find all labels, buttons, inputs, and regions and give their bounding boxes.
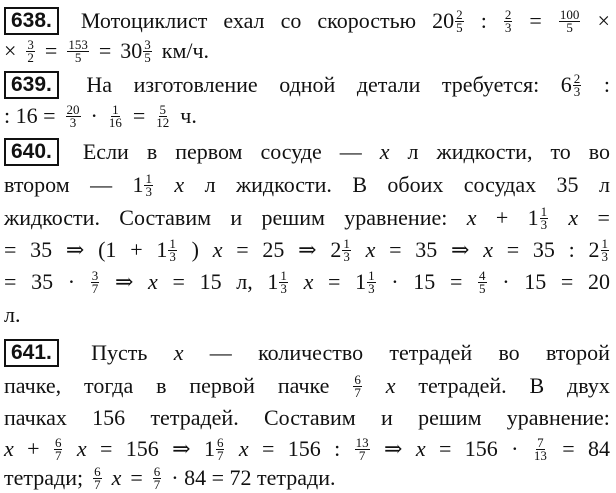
fraction-denominator: 16 [108,114,122,130]
word: тогда [84,373,134,398]
mixed-number [561,70,583,100]
word: и [230,205,243,230]
text-fragment: ч. [180,103,197,128]
fraction-denominator: 7 [153,476,161,492]
word: = [328,269,341,294]
word: сосудах [463,172,537,197]
word: тетрадей. [418,373,507,398]
mixed-whole: 1 [156,237,168,262]
fraction-denominator: 3 [540,216,548,232]
fraction-numerator: 7 [537,434,544,450]
word: втором [4,172,70,197]
variable: x [173,340,184,365]
text-fragment: = [44,38,58,63]
word: = [449,269,463,294]
fraction-denominator: 7 [54,447,62,463]
text-line [4,463,610,493]
word: 15 [413,269,436,294]
word: = [4,269,17,294]
text-line [4,267,610,297]
fraction-numerator: 4 [479,267,486,283]
variable: x [76,436,87,461]
word: в [146,139,158,164]
fraction-numerator: 1 [280,267,287,283]
fraction-numerator: 3 [91,267,99,283]
fraction-denominator: 7 [91,280,99,296]
word: 20 [587,269,610,294]
fraction-numerator: 1 [601,235,608,251]
problem-number: 638. [4,7,59,35]
fraction-numerator: 3 [27,36,34,52]
word: требуется: [441,72,540,97]
word: и [381,405,393,430]
word: уравнение: [344,205,448,230]
text-fragment: км/ч. [161,38,210,63]
fraction-denominator: 5 [456,19,463,35]
fraction-denominator: 12 [156,114,170,130]
mixed-number [432,6,465,36]
fraction-numerator: 5 [159,101,167,117]
word: Составим [119,205,212,230]
mixed-whole: 2 [330,237,342,262]
variable: x [568,205,579,230]
word: = [172,269,185,294]
word: изготовление [133,72,258,97]
word: первом [175,139,243,164]
word: детали [356,72,421,97]
text-line [4,137,610,167]
word: сосуде [260,139,322,164]
fraction-denominator: 3 [280,280,287,296]
fraction [26,36,35,65]
fraction [342,235,351,264]
word: одной [279,72,336,97]
word: со [280,8,302,33]
fraction [93,463,102,492]
fraction [601,235,610,264]
fraction-denominator: 3 [145,183,152,199]
word: = [562,436,575,461]
variable: x [238,436,249,461]
word: = [261,436,275,461]
fraction [559,6,581,35]
word: двух [567,373,610,398]
text-line [4,6,610,36]
text-line [4,101,610,131]
word: обоих [387,172,444,197]
fraction-numerator: 100 [559,6,580,22]
fraction [155,101,170,130]
fraction [143,36,152,65]
word: второй [545,340,610,365]
fraction [478,267,487,296]
text-fragment: тетради; [4,465,84,490]
word: л, [236,269,253,294]
fraction [91,267,100,296]
word: л [598,172,610,197]
text-line [4,371,610,401]
word: — [339,139,362,164]
word: жидкости. [4,205,100,230]
word: · [502,269,510,294]
text-line [4,70,610,100]
text-fragment: = [98,38,112,63]
fraction [66,101,81,130]
text-line [4,235,610,265]
word: : [603,72,610,97]
mixed-number [132,170,154,200]
fraction [279,267,288,296]
text-line [4,403,610,433]
word: = [560,269,574,294]
word: = [236,237,249,262]
word: тетрадей [389,340,473,365]
fraction-numerator: 20 [66,101,80,117]
word: = [529,8,542,33]
variable: x [303,269,314,294]
fraction [67,36,89,65]
variable: x [4,436,14,461]
word: скоростью [317,8,417,33]
fraction-denominator: 3 [601,248,608,264]
text-fragment: · 84 = 72 тетради. [171,465,336,490]
word: + [495,205,509,230]
word: пачках [4,405,67,430]
mixed-number [204,434,226,464]
fraction-numerator: 6 [94,463,101,479]
problem-number: 639. [4,71,59,99]
text-fragment: л. [4,302,21,327]
word: : [334,436,341,461]
fraction-denominator: 3 [69,114,77,130]
fraction [533,434,548,463]
word: = [597,205,610,230]
fraction-numerator: 1 [368,267,375,283]
fraction [367,267,376,296]
fraction [455,6,464,35]
word: = [438,436,452,461]
word: 156 [464,436,498,461]
mixed-whole: 6 [560,72,572,97]
text-fragment: = [132,103,146,128]
word: ⇒ [451,237,470,262]
fraction [108,101,123,130]
word: Составим [264,405,356,430]
word: — [209,340,232,365]
text-line [4,338,610,368]
fraction-numerator: 153 [68,36,88,52]
fraction-numerator: 1 [145,170,152,186]
word: + [27,436,40,461]
fraction-numerator: 2 [504,6,512,22]
fraction-denominator: 5 [479,280,486,296]
mixed-whole: 30 [120,38,143,63]
word: = [4,237,17,262]
word: = [506,237,520,262]
fraction-denominator: 5 [74,49,82,65]
fraction [216,434,225,463]
fraction-denominator: 3 [169,248,176,264]
word: то [550,139,571,164]
fraction-numerator: 6 [216,434,224,450]
fraction-numerator: 6 [54,434,62,450]
fraction-numerator: 6 [354,371,361,387]
mixed-whole: 1 [132,172,144,197]
mixed-whole: 1 [355,269,367,294]
variable: x [483,237,493,262]
word: В [529,373,545,398]
problem-number: 641. [4,339,59,367]
word: л [204,172,216,197]
text-line [4,203,610,233]
fraction [573,70,582,99]
mixed-number [528,203,550,233]
fraction-denominator: 7 [216,447,224,463]
variable: x [212,237,223,262]
fraction-denominator: 3 [504,19,512,35]
word: : [480,8,487,33]
fraction-numerator: 2 [573,70,581,86]
word: · [511,436,519,461]
fraction-numerator: 1 [169,235,176,251]
fraction-denominator: 7 [94,476,101,492]
mixed-whole: 20 [432,8,455,33]
variable: x [111,465,122,490]
word: пачке, [4,373,62,398]
fraction [54,434,63,463]
mixed-whole: 1 [527,205,539,230]
word: ⇒ [384,436,403,461]
word: 35 [532,237,555,262]
fraction-numerator: 2 [456,6,463,22]
text-line [4,170,610,200]
variable: x [379,139,390,164]
word: жидкости, [436,139,533,164]
variable: x [415,436,426,461]
word: 35 [556,172,579,197]
fraction-numerator: 3 [144,36,151,52]
word: — [90,172,113,197]
variable: x [174,172,185,197]
word: ехал [223,8,265,33]
fraction [504,6,513,35]
fraction-denominator: 3 [573,83,581,99]
word: ⇒ [114,269,134,294]
word: × [597,8,610,33]
text-fragment: · [90,103,98,128]
word: 15 [199,269,222,294]
word: ⇒ [172,436,191,461]
word: во [588,139,610,164]
word: количество [258,340,364,365]
text-fragment: × [4,38,17,63]
word: во [498,340,520,365]
variable: x [466,205,477,230]
word: 35 [30,237,53,262]
fraction-numerator: 13 [355,434,369,450]
word: На [86,72,113,97]
word: решим [418,405,482,430]
word: 156 [92,405,126,430]
fraction-denominator: 3 [343,248,350,264]
problem-number: 640. [4,138,59,166]
word: тетрадей. [150,405,239,430]
word: · [67,269,76,294]
word: В [352,172,367,197]
word: ⇒ [298,237,317,262]
word: Мотоциклист [80,8,208,33]
word: ) [191,237,199,262]
fraction [153,463,162,492]
fraction-denominator: 7 [354,384,361,400]
word: пачке [277,373,330,398]
mixed-whole: 2 [588,237,600,262]
word: ⇒ [65,237,85,262]
variable: x [148,269,158,294]
word: решим [261,205,325,230]
word: 84 [588,436,610,461]
word: 156 [125,436,159,461]
mixed-number [589,235,611,265]
word: Пусть [91,340,148,365]
word: л [407,139,419,164]
fraction [168,235,177,264]
mixed-whole: 1 [203,436,215,461]
fraction-numerator: 6 [153,463,161,479]
variable: x [385,373,396,398]
fraction-denominator: 13 [533,447,547,463]
word: + [130,237,143,262]
fraction-denominator: 5 [144,49,151,65]
text-line [4,300,610,330]
mixed-number [355,267,377,297]
fraction [353,371,362,400]
fraction-numerator: 1 [540,203,548,219]
fraction-denominator: 3 [368,280,375,296]
mixed-number [267,267,289,297]
word: первой [189,373,255,398]
text-line [4,434,610,464]
word: 156 [287,436,321,461]
mixed-number [156,235,178,265]
word: : [568,237,575,262]
word: 35 [31,269,54,294]
mixed-number [120,36,153,66]
word: = [99,436,113,461]
word: = [389,237,402,262]
fraction-denominator: 2 [27,49,34,65]
word: 35 [415,237,438,262]
mixed-whole: 1 [267,269,279,294]
fraction-denominator: 7 [358,447,366,463]
word: 15 [524,269,547,294]
fraction [540,203,549,232]
mixed-number [330,235,352,265]
fraction [144,170,153,199]
text-line [4,36,610,66]
word: жидкости. [235,172,332,197]
variable: x [365,237,376,262]
fraction-numerator: 1 [112,101,119,117]
text-fragment: = [130,465,143,490]
fraction [355,434,370,463]
word: · [391,269,399,294]
text-fragment: : 16 = [4,103,56,128]
word: Если [82,139,129,164]
fraction-numerator: 1 [343,235,350,251]
word: уравнение: [506,405,610,430]
word: 25 [262,237,285,262]
word: в [156,373,167,398]
fraction-denominator: 5 [566,19,573,35]
word: (1 [98,237,117,262]
